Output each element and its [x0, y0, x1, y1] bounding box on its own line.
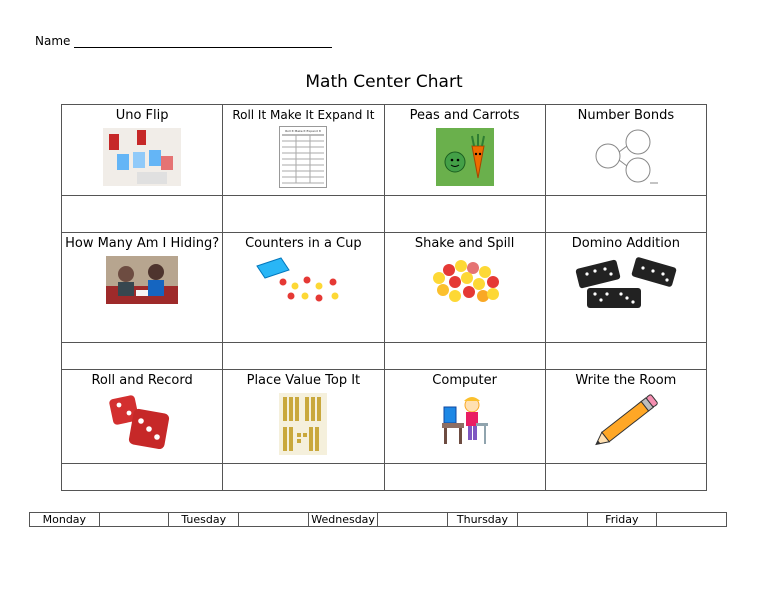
- center-label: Number Bonds: [577, 108, 675, 123]
- center-label: Write the Room: [575, 373, 677, 388]
- uno-cards-icon: [103, 128, 181, 186]
- day-label-monday: Monday: [30, 513, 100, 527]
- center-label: Place Value Top It: [246, 373, 361, 388]
- record-cell[interactable]: [62, 196, 223, 233]
- pencil-icon: [586, 393, 666, 449]
- computer-clipart-icon: [440, 393, 490, 447]
- center-chart-table: [61, 104, 707, 491]
- dominoes-icon: [573, 256, 679, 312]
- center-label: How Many Am I Hiding?: [65, 236, 220, 251]
- place-value-cards-icon: [279, 393, 327, 455]
- name-underline[interactable]: [74, 35, 332, 48]
- center-cell-peas-and-carrots: [384, 105, 545, 196]
- day-box[interactable]: [239, 513, 309, 527]
- day-label-wednesday: Wednesday: [308, 513, 378, 527]
- worksheet-heading: Roll It Make It Expand It: [285, 129, 322, 133]
- center-cell-number-bonds: [545, 105, 706, 196]
- center-label: Counters in a Cup: [245, 236, 362, 251]
- center-label: Computer: [432, 373, 497, 388]
- table-row: [62, 464, 707, 491]
- record-cell[interactable]: [545, 464, 706, 491]
- counters-cup-icon: [255, 256, 351, 306]
- record-cell[interactable]: [545, 196, 706, 233]
- center-cell-domino-addition: [545, 233, 706, 343]
- record-cell[interactable]: [62, 464, 223, 491]
- day-label-thursday: Thursday: [448, 513, 518, 527]
- center-label: Domino Addition: [571, 236, 680, 251]
- table-row: [62, 105, 707, 196]
- record-cell[interactable]: [545, 343, 706, 370]
- center-cell-counters-in-a-cup: [223, 233, 384, 343]
- table-row: [62, 370, 707, 464]
- day-box[interactable]: [517, 513, 587, 527]
- worksheet-icon: [279, 126, 327, 188]
- center-cell-shake-and-spill: [384, 233, 545, 343]
- day-box[interactable]: [99, 513, 169, 527]
- children-photo-icon: [106, 256, 178, 304]
- day-label-friday: Friday: [587, 513, 657, 527]
- center-cell-uno-flip: [62, 105, 223, 196]
- weekday-strip: [29, 512, 727, 527]
- number-bond-icon: [590, 128, 662, 186]
- record-cell[interactable]: [223, 196, 384, 233]
- center-cell-roll-and-record: [62, 370, 223, 464]
- day-box[interactable]: [378, 513, 448, 527]
- record-cell[interactable]: [384, 343, 545, 370]
- two-color-counters-icon: [427, 256, 503, 306]
- record-cell[interactable]: [384, 464, 545, 491]
- center-cell-how-many-am-i-hiding: [62, 233, 223, 343]
- center-label: Roll and Record: [91, 373, 193, 388]
- table-row: [30, 513, 727, 527]
- center-label: Peas and Carrots: [409, 108, 520, 123]
- center-label: Roll It Make It Expand It: [232, 108, 375, 122]
- center-label: Shake and Spill: [414, 236, 515, 251]
- table-row: [62, 343, 707, 370]
- day-label-tuesday: Tuesday: [169, 513, 239, 527]
- red-dice-icon: [107, 393, 177, 449]
- record-cell[interactable]: [223, 343, 384, 370]
- peas-and-carrots-icon: [436, 128, 494, 186]
- name-field[interactable]: [35, 34, 332, 48]
- table-row: [62, 233, 707, 343]
- center-cell-write-the-room: [545, 370, 706, 464]
- record-cell[interactable]: [384, 196, 545, 233]
- record-cell[interactable]: [223, 464, 384, 491]
- center-label: Uno Flip: [115, 108, 169, 123]
- day-box[interactable]: [657, 513, 727, 527]
- center-cell-place-value-top-it: [223, 370, 384, 464]
- center-cell-roll-it-make-it: [223, 105, 384, 196]
- table-row: [62, 196, 707, 233]
- name-label: Name: [35, 34, 71, 48]
- center-cell-computer: [384, 370, 545, 464]
- record-cell[interactable]: [62, 343, 223, 370]
- page-title: Math Center Chart: [305, 72, 463, 92]
